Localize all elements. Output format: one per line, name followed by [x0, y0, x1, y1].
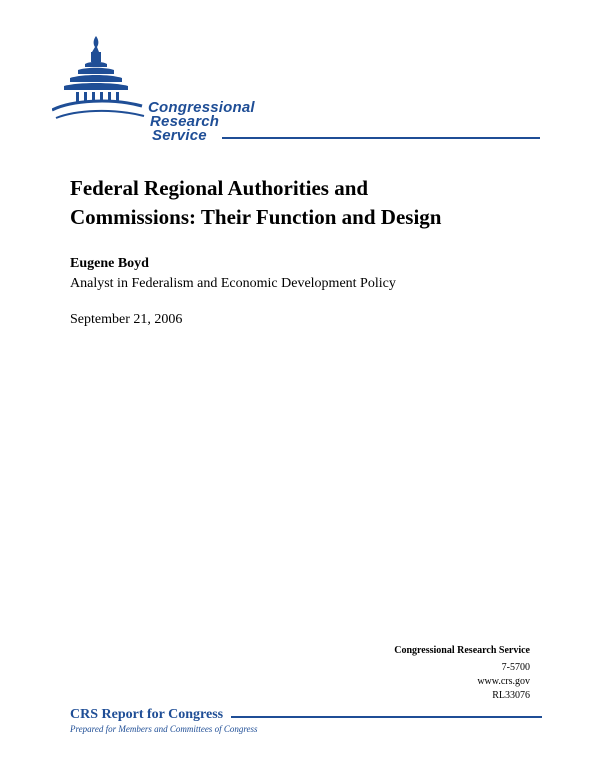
report-title-line1: Federal Regional Authorities and [70, 176, 369, 200]
crs-info-block [394, 644, 530, 703]
footer-rule [231, 716, 542, 718]
footer-title: CRS Report for Congress [70, 707, 224, 722]
report-title [70, 174, 550, 232]
logo-line-service: Service [152, 127, 207, 144]
report-date: September 21, 2006 [70, 312, 183, 327]
logo-line-research: Research [150, 113, 220, 130]
crs-org-name: Congressional Research Service [394, 645, 530, 656]
author-name: Eugene Boyd [70, 256, 149, 271]
crs-logo [52, 34, 282, 146]
crs-phone: 7-5700 [501, 662, 530, 673]
logo-line-congressional: Congressional [148, 99, 255, 116]
author-role: Analyst in Federalism and Economic Development Policy [70, 276, 396, 291]
logo-rule [222, 137, 540, 139]
crs-report-number: RL33076 [492, 690, 530, 701]
report-title-line2: Commissions: Their Function and Design [70, 205, 442, 229]
crs-website: www.crs.gov [477, 676, 530, 687]
footer-subtitle: Prepared for Members and Committees of Congress [70, 724, 258, 734]
